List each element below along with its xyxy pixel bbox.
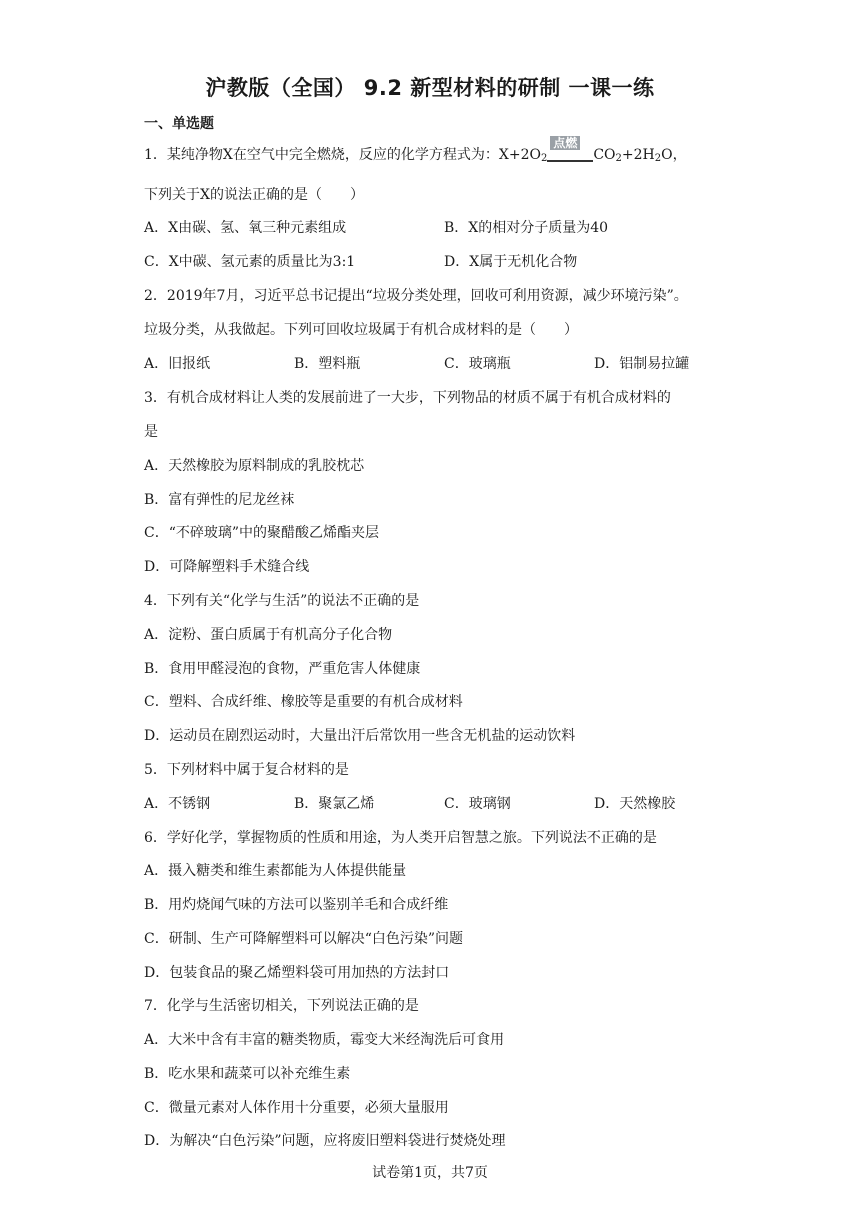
q3-stem-line2: 是 bbox=[144, 424, 158, 440]
q3-option-c: C．“不碎玻璃”中的聚醋酸乙烯酯夹层 bbox=[144, 525, 380, 541]
q2-option-d: D．铝制易拉罐 bbox=[594, 356, 690, 372]
q2-stem-line2: 垃圾分类，从我做起。下列可回收垃圾属于有机合成材料的是（ ） bbox=[144, 322, 578, 338]
q6-option-b: B．用灼烧闻气味的方法可以鉴别羊毛和合成纤维 bbox=[144, 897, 449, 913]
q4-stem: 4．下列有关“化学与生活”的说法不正确的是 bbox=[144, 593, 420, 609]
q1-stem: 1．某纯净物X在空气中完全燃烧，反应的化学方程式为：$X+2O_2$ 点燃 $CO_2+2H_2O$， bbox=[144, 136, 687, 164]
page-title: 沪教版（全国） 9.2 新型材料的研制 一课一练 bbox=[205, 76, 655, 100]
q3-option-d: D．可降解塑料手术缝合线 bbox=[144, 559, 310, 575]
q6-option-a: A．摄入糖类和维生素都能为人体提供能量 bbox=[144, 863, 407, 879]
q6-option-c: C．研制、生产可降解塑料可以解决“白色污染”问题 bbox=[144, 931, 464, 947]
q1-option-d: D．X属于无机化合物 bbox=[444, 254, 578, 270]
q1-option-a: A．X由碳、氢、氧三种元素组成 bbox=[144, 220, 347, 236]
q1-stem-line2: 下列关于X的说法正确的是（ ） bbox=[144, 187, 364, 203]
q2-option-a: A．旧报纸 bbox=[144, 356, 211, 372]
q7-option-a: A．大米中含有丰富的糖类物质，霉变大米经淘洗后可食用 bbox=[144, 1032, 505, 1048]
q7-option-c: C．微量元素对人体作用十分重要，必须大量服用 bbox=[144, 1100, 449, 1116]
q4-option-d: D．运动员在剧烈运动时，大量出汗后常饮用一些含无机盐的运动饮料 bbox=[144, 728, 576, 744]
q5-stem: 5．下列材料中属于复合材料的是 bbox=[144, 762, 349, 778]
q2-option-c: C．玻璃瓶 bbox=[444, 356, 511, 372]
q3-option-a: A．天然橡胶为原料制成的乳胶枕芯 bbox=[144, 458, 365, 474]
q7-option-d: D．为解决“白色污染”问题，应将废旧塑料袋进行焚烧处理 bbox=[144, 1133, 506, 1149]
q5-option-d: D．天然橡胶 bbox=[594, 796, 676, 812]
page-footer: 试卷第1页，共7页 bbox=[372, 1165, 488, 1181]
q1-option-c: C．X中碳、氢元素的质量比为3:1 bbox=[144, 254, 356, 270]
q3-option-b: B．富有弹性的尼龙丝袜 bbox=[144, 492, 295, 508]
q5-option-b: B．聚氯乙烯 bbox=[294, 796, 375, 812]
q5-option-a: A．不锈钢 bbox=[144, 796, 211, 812]
q7-option-b: B．吃水果和蔬菜可以补充维生素 bbox=[144, 1066, 351, 1082]
q6-stem: 6．学好化学，掌握物质的性质和用途，为人类开启智慧之旅。下列说法不正确的是 bbox=[144, 830, 657, 846]
q6-option-d: D．包装食品的聚乙烯塑料袋可用加热的方法封口 bbox=[144, 965, 450, 981]
q4-option-b: B．食用甲醛浸泡的食物，严重危害人体健康 bbox=[144, 661, 421, 677]
q4-option-a: A．淀粉、蛋白质属于有机高分子化合物 bbox=[144, 627, 393, 643]
q3-stem-line1: 3．有机合成材料让人类的发展前进了一大步，下列物品的材质不属于有机合成材料的 bbox=[144, 390, 671, 406]
q2-option-b: B．塑料瓶 bbox=[294, 356, 361, 372]
q7-stem: 7．化学与生活密切相关，下列说法正确的是 bbox=[144, 998, 419, 1014]
q2-stem-line1: 2．2019年7月，习近平总书记提出“垃圾分类处理，回收可利用资源，减少环境污染”。 bbox=[144, 288, 688, 304]
section-heading: 一、单选题 bbox=[144, 116, 214, 132]
q5-option-c: C．玻璃钢 bbox=[444, 796, 511, 812]
reaction-arrow: 点燃 bbox=[547, 148, 593, 162]
q1-option-b: B．X的相对分子质量为40 bbox=[444, 220, 609, 236]
q4-option-c: C．塑料、合成纤维、橡胶等是重要的有机合成材料 bbox=[144, 694, 463, 710]
